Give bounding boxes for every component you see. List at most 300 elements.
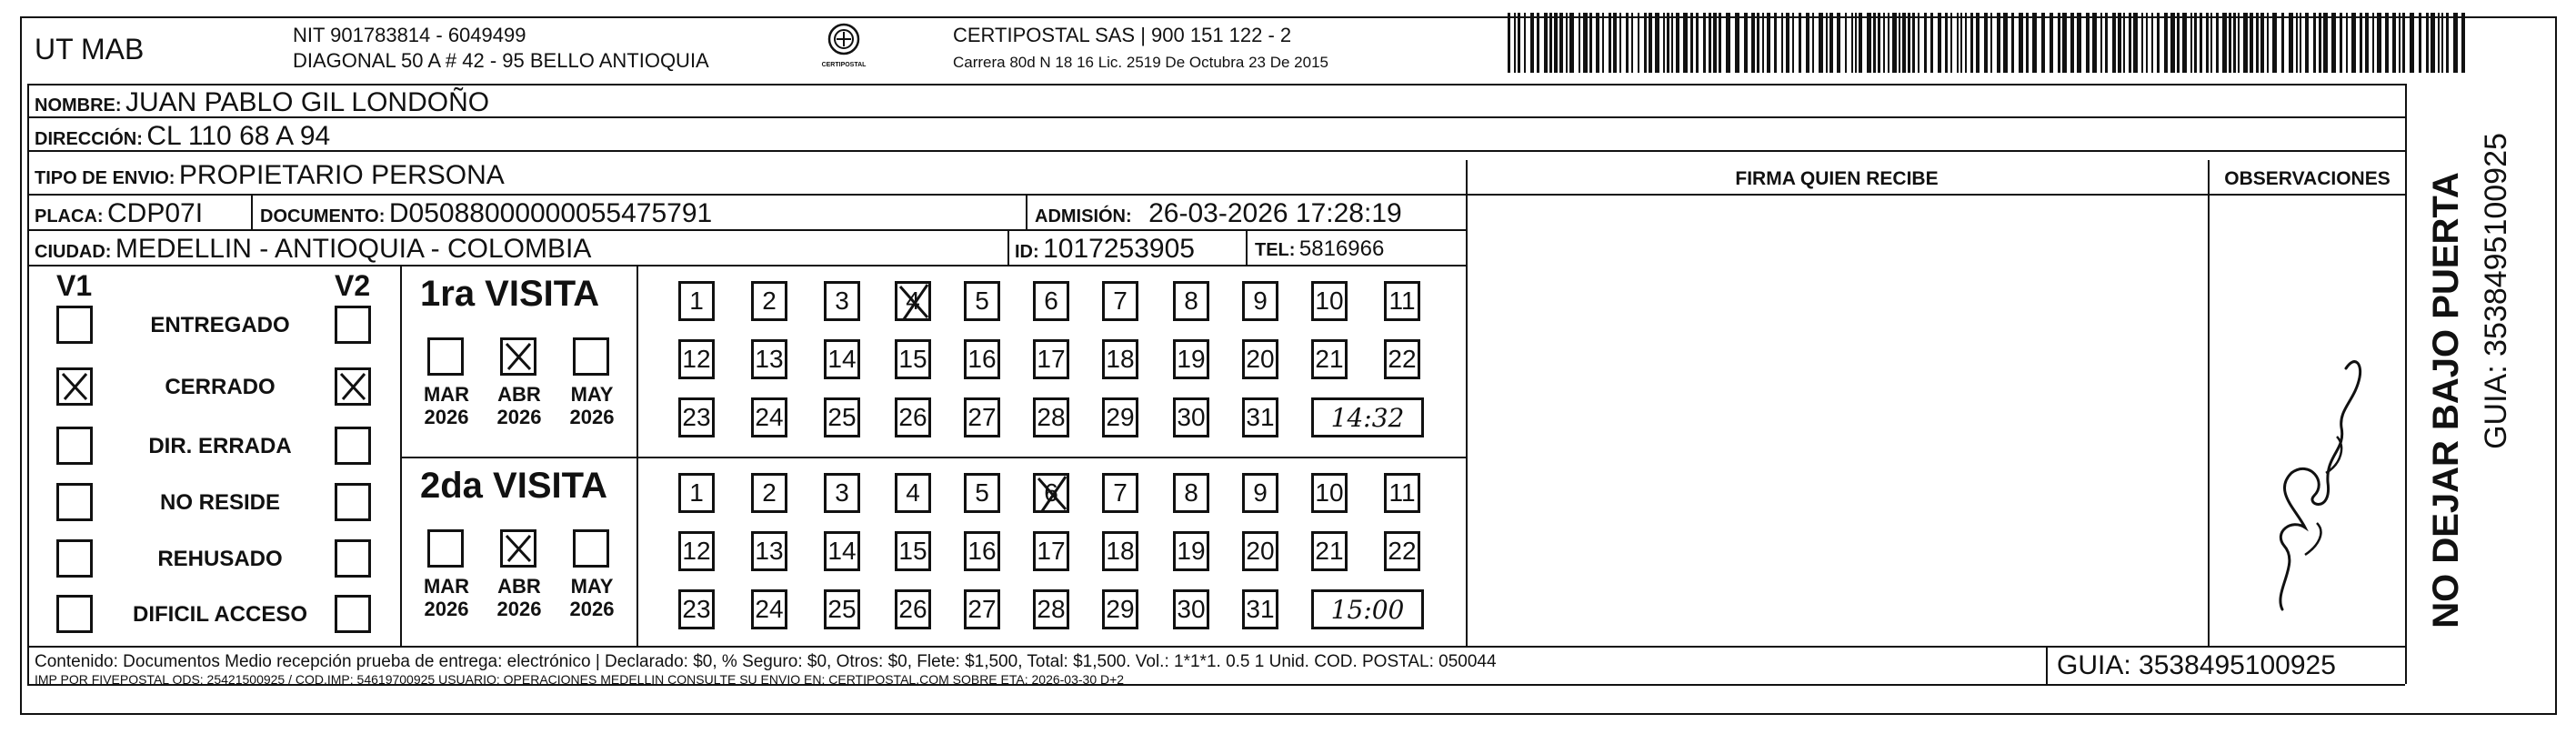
barcode-bar	[2229, 13, 2231, 73]
barcode-bar	[2216, 13, 2219, 73]
barcode-bar	[2182, 13, 2187, 73]
barcode-bar	[2194, 13, 2197, 73]
barcode-bar	[1976, 13, 1980, 73]
day-box[interactable]: 15	[895, 339, 931, 379]
direccion-label: DIRECCIÓN:	[35, 129, 143, 149]
day-box[interactable]: 4	[895, 281, 931, 321]
day-box[interactable]: 14	[824, 531, 860, 571]
barcode-bar	[1851, 13, 1853, 73]
barcode-bar	[1589, 13, 1592, 73]
barcode-bar	[1696, 13, 1699, 73]
visit-time[interactable]: 15:00	[1311, 589, 1424, 629]
status-label: ENTREGADO	[150, 313, 290, 337]
v1-checkbox[interactable]	[56, 427, 93, 465]
barcode-bar	[2123, 13, 2125, 73]
month-name: MAR	[423, 575, 470, 598]
visit-title: 1ra VISITA	[420, 274, 600, 314]
visit-time[interactable]: 14:32	[1311, 397, 1424, 437]
barcode-bar	[2019, 13, 2023, 73]
barcode-bar	[2250, 13, 2253, 73]
col-line	[1026, 196, 1027, 229]
day-box[interactable]: 10	[1311, 473, 1348, 513]
barcode-bar	[1569, 13, 1574, 73]
barcode-bar	[1638, 13, 1639, 73]
day-box[interactable]: 5	[964, 473, 1000, 513]
barcode-bar	[2177, 13, 2180, 73]
tipo-envio-label: TIPO DE ENVIO:	[35, 168, 175, 188]
row-line	[27, 150, 2405, 152]
barcode-bar	[1829, 13, 1833, 73]
v1-checkbox[interactable]	[56, 483, 93, 521]
day-box[interactable]: 18	[1102, 531, 1138, 571]
barcode-bar	[1537, 13, 1539, 73]
barcode-bar	[1524, 13, 1526, 73]
month-checkbox[interactable]	[573, 337, 609, 376]
day-box[interactable]: 9	[1242, 473, 1278, 513]
barcode-bar	[1786, 13, 1789, 73]
barcode-bar	[1549, 13, 1552, 73]
barcode-bar	[1792, 13, 1794, 73]
month-label	[560, 575, 624, 621]
barcode-bar	[2157, 13, 2160, 73]
day-box[interactable]: 3	[824, 473, 860, 513]
barcode-bar	[2170, 13, 2175, 73]
v1-label: V1	[56, 269, 93, 302]
month-label	[415, 575, 478, 621]
month-year: 2026	[496, 406, 542, 429]
day-box[interactable]: 11	[1384, 473, 1420, 513]
day-box[interactable]: 6	[1033, 281, 1069, 321]
ciudad-label: CIUDAD:	[35, 242, 112, 262]
day-box[interactable]: 19	[1173, 339, 1209, 379]
barcode-bar	[2210, 13, 2212, 73]
barcode-bar	[1583, 13, 1588, 73]
barcode-bar	[1855, 13, 1857, 73]
tel-label: TEL:	[1255, 240, 1296, 260]
side-guia: GUIA: 3538495100925	[2479, 133, 2513, 449]
observaciones-header: OBSERVACIONES	[2224, 168, 2391, 189]
day-box[interactable]: 26	[895, 589, 931, 629]
day-box[interactable]: 7	[1102, 281, 1138, 321]
barcode-bar	[2151, 13, 2153, 73]
month-checkbox[interactable]	[427, 337, 464, 376]
barcode-bar	[1997, 13, 2000, 73]
v1-checkbox[interactable]	[56, 595, 93, 633]
col-line	[2405, 84, 2407, 684]
barcode-bar	[2323, 13, 2328, 73]
month-year: 2026	[424, 406, 469, 429]
barcode-bar	[1984, 13, 1988, 73]
day-box[interactable]: 17	[1033, 339, 1069, 379]
barcode-bar	[2058, 13, 2060, 73]
col-line	[27, 84, 29, 684]
month-checkbox[interactable]	[500, 529, 536, 568]
col-line	[251, 196, 253, 229]
check-mark-icon	[337, 370, 368, 403]
day-box[interactable]: 8	[1173, 281, 1209, 321]
month-checkbox[interactable]	[500, 337, 536, 376]
row-line	[400, 457, 1466, 458]
day-box[interactable]: 20	[1242, 531, 1278, 571]
barcode-bar	[2446, 13, 2449, 73]
company-address: DIAGONAL 50 A # 42 - 95 BELLO ANTIOQUIA	[293, 49, 709, 72]
v1-checkbox[interactable]	[56, 367, 93, 406]
barcode-bar	[1735, 13, 1739, 73]
documento-label: DOCUMENTO:	[260, 206, 386, 226]
barcode-bar	[1596, 13, 1599, 73]
barcode-bar	[2272, 13, 2277, 73]
barcode-bar	[1726, 13, 1730, 73]
month-name: MAY	[570, 575, 614, 598]
barcode-bar	[2222, 13, 2227, 73]
day-box[interactable]: 31	[1242, 397, 1278, 437]
day-box[interactable]: 12	[678, 339, 715, 379]
barcode-bar	[2011, 13, 2014, 73]
day-box[interactable]: 16	[964, 339, 1000, 379]
barcode-bar	[1950, 13, 1952, 73]
side-warning: NO DEJAR BAJO PUERTA	[2426, 172, 2466, 628]
col-line	[1007, 231, 1009, 265]
signature	[2219, 337, 2401, 628]
barcode-bar	[2238, 13, 2240, 73]
day-mark-icon	[1033, 473, 1073, 517]
day-box[interactable]: 10	[1311, 281, 1348, 321]
day-box[interactable]: 16	[964, 531, 1000, 571]
barcode-bar	[1924, 13, 1927, 73]
barcode-bar	[2086, 13, 2090, 73]
day-box[interactable]: 9	[1242, 281, 1278, 321]
day-box[interactable]: 3	[824, 281, 860, 321]
day-box[interactable]: 28	[1033, 397, 1069, 437]
admision-field	[1035, 200, 1402, 227]
ciudad-value: MEDELLIN - ANTIOQUIA - COLOMBIA	[115, 234, 592, 264]
col-line	[2046, 646, 2048, 684]
status-label: CERRADO	[165, 375, 276, 399]
barcode-bar	[2296, 13, 2298, 73]
barcode-bar	[2003, 13, 2008, 73]
logo-text: CERTIPOSTAL	[821, 62, 867, 68]
row-line	[27, 229, 1466, 231]
barcode-bar	[1566, 13, 1568, 73]
barcode-bar	[1530, 13, 1534, 73]
barcode-bar	[2305, 13, 2309, 73]
v2-checkbox[interactable]	[335, 483, 371, 521]
barcode-bar	[1757, 13, 1759, 73]
barcode-bar	[1781, 13, 1783, 73]
direccion-value: CL 110 68 A 94	[146, 121, 331, 151]
barcode-bar	[2426, 13, 2429, 73]
company-nit: NIT 901783814 - 6049499	[293, 24, 526, 46]
row-line	[27, 646, 2405, 648]
barcode-bar	[2129, 13, 2131, 73]
nombre-field	[35, 89, 489, 116]
barcode-bar	[2441, 13, 2443, 73]
placa-label: PLACA:	[35, 206, 104, 226]
barcode-bar	[1713, 13, 1717, 73]
tel-field	[1255, 238, 1384, 260]
barcode-bar	[1644, 13, 1647, 73]
barcode-bar	[2392, 13, 2396, 73]
day-box[interactable]: 27	[964, 397, 1000, 437]
barcode-bar	[1837, 13, 1840, 73]
documento-value: D05088000000055475791	[388, 198, 713, 228]
barcode-bar	[1930, 13, 1933, 73]
check-mark-icon	[503, 532, 534, 565]
month-name: MAY	[570, 383, 614, 406]
day-box[interactable]: 8	[1173, 473, 1209, 513]
day-box[interactable]: 29	[1102, 589, 1138, 629]
barcode-bar	[2289, 13, 2293, 73]
barcode-bar	[1878, 13, 1880, 73]
day-box[interactable]: 22	[1384, 531, 1420, 571]
day-box[interactable]: 20	[1242, 339, 1278, 379]
footer-imp: IMP POR FIVEPOSTAL ODS: 25421500925 / COD.IMP: 54619700925 USUARIO: OPERACIONES MEDELLIN CONSULTE SU ENVIO EN: CERTIPOSTAL.COM SOBRE ETA: 2026-03-30 D+2	[35, 672, 1125, 687]
month-label	[415, 383, 478, 429]
barcode-bar	[1970, 13, 1973, 73]
barcode-bar	[2243, 13, 2248, 73]
barcode-bar	[1631, 13, 1633, 73]
barcode-bar	[2260, 13, 2264, 73]
day-box[interactable]: 5	[964, 281, 1000, 321]
barcode-bar	[1518, 13, 1520, 73]
barcode-bar	[2164, 13, 2168, 73]
barcode-bar	[2062, 13, 2067, 73]
placa-value: CDP07I	[107, 198, 204, 228]
barcode-bar	[2385, 13, 2389, 73]
barcode-bar	[2105, 13, 2108, 73]
barcode-bar	[2070, 13, 2074, 73]
day-box[interactable]: 2	[751, 473, 787, 513]
v1-checkbox[interactable]	[56, 539, 93, 578]
col-line	[1246, 231, 1248, 265]
v2-checkbox[interactable]	[335, 595, 371, 633]
barcode-bar	[2141, 13, 2143, 73]
tel-value: 5816966	[1298, 236, 1385, 261]
day-box[interactable]: 14	[824, 339, 860, 379]
barcode-bar	[1767, 13, 1770, 73]
barcode-bar	[1888, 13, 1889, 73]
barcode-bar	[1649, 13, 1652, 73]
barcode-bar	[2377, 13, 2381, 73]
id-value: 1017253905	[1043, 234, 1195, 264]
day-box[interactable]: 19	[1173, 531, 1209, 571]
day-box[interactable]: 6	[1033, 473, 1069, 513]
barcode-bar	[2461, 13, 2465, 73]
day-box[interactable]: 30	[1173, 397, 1209, 437]
barcode-bar	[1751, 13, 1755, 73]
month-checkbox[interactable]	[573, 529, 609, 568]
barcode-bar	[1908, 13, 1910, 73]
v2-checkbox[interactable]	[335, 539, 371, 578]
barcode-bar	[1883, 13, 1885, 73]
direccion-field	[35, 123, 330, 150]
day-box[interactable]: 13	[751, 531, 787, 571]
barcode-bar	[1762, 13, 1764, 73]
v2-checkbox[interactable]	[335, 427, 371, 465]
barcode-bar	[1845, 13, 1847, 73]
barcode-bar	[1867, 13, 1871, 73]
barcode-bar	[2399, 13, 2401, 73]
barcode-bar	[1918, 13, 1919, 73]
barcode-bar	[1892, 13, 1897, 73]
barcode-bar	[2041, 13, 2045, 73]
barcode-bar	[2026, 13, 2029, 73]
barcode-bar	[2281, 13, 2284, 73]
barcode-bar	[1902, 13, 1906, 73]
barcode-bar	[1960, 13, 1962, 73]
day-box[interactable]: 1	[678, 473, 715, 513]
month-name: ABR	[497, 383, 541, 406]
v2-checkbox[interactable]	[335, 306, 371, 344]
barcode-bar	[1676, 13, 1679, 73]
documento-field	[260, 200, 712, 227]
status-label: REHUSADO	[157, 547, 283, 571]
day-box[interactable]: 4	[895, 473, 931, 513]
barcode-bar	[2050, 13, 2053, 73]
barcode-bar	[1873, 13, 1876, 73]
barcode-bar	[2346, 13, 2348, 73]
day-box[interactable]: 24	[751, 397, 787, 437]
id-label: ID:	[1015, 242, 1039, 262]
day-box[interactable]: 25	[824, 589, 860, 629]
barcode-bar	[2419, 13, 2421, 73]
barcode-bar	[1859, 13, 1862, 73]
day-box[interactable]: 30	[1173, 589, 1209, 629]
day-box[interactable]: 23	[678, 589, 715, 629]
admision-label: ADMISIÓN:	[1035, 206, 1132, 226]
barcode-bar	[2331, 13, 2336, 73]
ciudad-field	[35, 236, 591, 263]
barcode-bar	[1544, 13, 1548, 73]
barcode-bar	[2402, 13, 2405, 73]
day-box[interactable]: 7	[1102, 473, 1138, 513]
month-year: 2026	[569, 598, 615, 621]
barcode-bar	[2267, 13, 2269, 73]
barcode-bar	[1667, 13, 1669, 73]
day-box[interactable]: 31	[1242, 589, 1278, 629]
barcode-bar	[1690, 13, 1693, 73]
month-name: MAR	[423, 383, 470, 406]
barcode-bar	[1559, 13, 1563, 73]
barcode-bar	[1602, 13, 1604, 73]
barcode-bar	[1609, 13, 1611, 73]
barcode-bar	[2340, 13, 2342, 73]
day-box[interactable]: 22	[1384, 339, 1420, 379]
barcode-bar	[2133, 13, 2138, 73]
barcode-bar	[2351, 13, 2356, 73]
day-box[interactable]: 29	[1102, 397, 1138, 437]
barcode-bar	[1806, 13, 1809, 73]
barcode-bar	[1938, 13, 1941, 73]
barcode-bar	[2077, 13, 2081, 73]
nombre-value: JUAN PABLO GIL LONDOÑO	[125, 87, 490, 117]
col-line	[636, 265, 638, 646]
barcode-bar	[2360, 13, 2362, 73]
v2-checkbox[interactable]	[335, 367, 371, 406]
barcode-bar	[2453, 13, 2458, 73]
footer-guia: GUIA: 3538495100925	[2057, 650, 2336, 680]
barcode-bar	[2438, 13, 2440, 73]
barcode-bar	[1671, 13, 1673, 73]
month-year: 2026	[569, 406, 615, 429]
admision-value: 26-03-2026 17:28:19	[1148, 198, 1402, 228]
month-year: 2026	[496, 598, 542, 621]
barcode-bar	[2200, 13, 2202, 73]
day-box[interactable]: 28	[1033, 589, 1069, 629]
barcode-bar	[2300, 13, 2301, 73]
barcode-bar	[1683, 13, 1688, 73]
day-box[interactable]: 18	[1102, 339, 1138, 379]
barcode-bar	[1826, 13, 1828, 73]
day-box[interactable]: 23	[678, 397, 715, 437]
visit-title: 2da VISITA	[420, 466, 607, 506]
row-line	[27, 194, 1466, 196]
barcode-bar	[1945, 13, 1948, 73]
company-name: UT MAB	[35, 33, 145, 65]
status-label: DIR. ERRADA	[148, 434, 292, 458]
barcode-bar	[1812, 13, 1814, 73]
month-label	[487, 383, 551, 429]
month-checkbox[interactable]	[427, 529, 464, 568]
day-box[interactable]: 12	[678, 531, 715, 571]
barcode-bar	[1774, 13, 1777, 73]
day-box[interactable]: 21	[1311, 339, 1348, 379]
firma-header: FIRMA QUIEN RECIBE	[1735, 168, 1939, 189]
day-mark-icon	[895, 281, 935, 325]
barcode-bar	[2032, 13, 2037, 73]
day-box[interactable]: 13	[751, 339, 787, 379]
day-box[interactable]: 17	[1033, 531, 1069, 571]
barcode-bar	[2092, 13, 2097, 73]
month-label	[487, 575, 551, 621]
month-label	[560, 383, 624, 429]
day-box[interactable]: 11	[1384, 281, 1420, 321]
day-box[interactable]: 1	[678, 281, 715, 321]
barcode-bar	[1514, 13, 1516, 73]
barcode-bar	[1957, 13, 1959, 73]
barcode-bar	[2365, 13, 2369, 73]
check-mark-icon	[503, 340, 534, 373]
placa-field	[35, 200, 203, 227]
certipostal-line1: CERTIPOSTAL SAS | 900 151 122 - 2	[953, 24, 1292, 46]
barcode-bar	[1508, 13, 1510, 73]
col-line	[2208, 160, 2210, 648]
day-box[interactable]: 21	[1311, 531, 1348, 571]
barcode-bar	[1799, 13, 1801, 73]
v1-checkbox[interactable]	[56, 306, 93, 344]
day-box[interactable]: 25	[824, 397, 860, 437]
barcode-bar	[1613, 13, 1617, 73]
barcode-bar	[1709, 13, 1711, 73]
day-box[interactable]: 26	[895, 397, 931, 437]
day-box[interactable]: 24	[751, 589, 787, 629]
barcode-bar	[1965, 13, 1967, 73]
day-box[interactable]: 2	[751, 281, 787, 321]
id-field	[1015, 236, 1195, 263]
barcode-bar	[1703, 13, 1706, 73]
tipo-envio-field	[35, 162, 505, 189]
check-mark-icon	[59, 370, 90, 403]
month-name: ABR	[497, 575, 541, 598]
barcode-bar	[2233, 13, 2236, 73]
day-box[interactable]: 27	[964, 589, 1000, 629]
barcode-bar	[1554, 13, 1558, 73]
barcode-bar	[2372, 13, 2374, 73]
barcode-bar	[2100, 13, 2102, 73]
row-line	[27, 84, 2405, 85]
barcode-bar	[2118, 13, 2121, 73]
day-box[interactable]: 15	[895, 531, 931, 571]
